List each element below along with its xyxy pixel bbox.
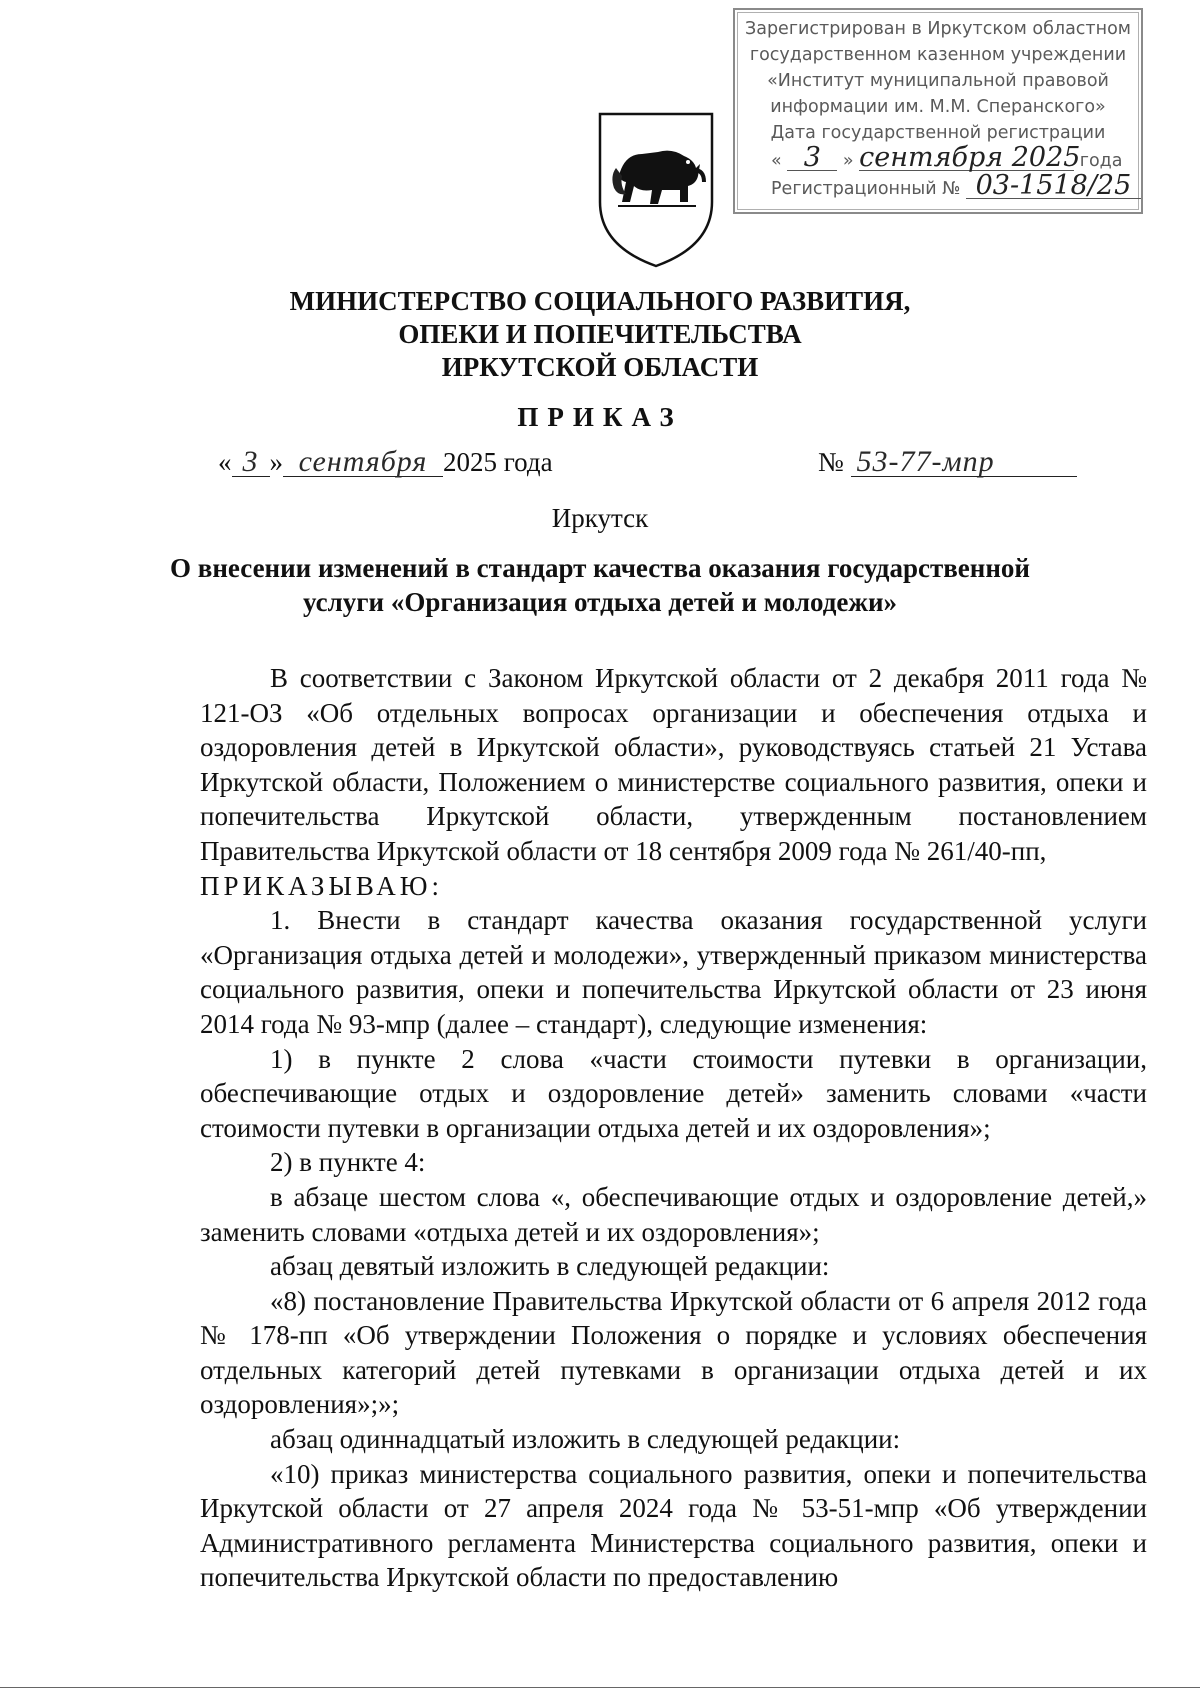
ministry-line: МИНИСТЕРСТВО СОЦИАЛЬНОГО РАЗВИТИЯ, xyxy=(289,286,911,316)
paragraph: в абзаце шестом слова «, обеспечивающие отдых и оздоровление детей,» заменить словами «отдыха детей и их оздоровления»; xyxy=(200,1181,1147,1247)
coat-of-arms-icon xyxy=(596,110,716,270)
date-open: « xyxy=(218,447,232,477)
stamp-line: «Институт муниципальной правовой xyxy=(767,71,1109,91)
date-day: 3 xyxy=(232,448,270,477)
stamp-date-month-year: сентября 2025 xyxy=(859,142,1081,173)
city: Иркутск xyxy=(551,503,649,533)
date-close: » xyxy=(269,447,283,477)
paragraph: 1) в пункте 2 слова «части стоимости путевки в организации, обеспечивающие отдых и оздоровление детей» заменить словами «части стоимости путевки в организации отдыха детей и их оздоровления»; xyxy=(200,1043,1147,1143)
stamp-line: информации им. М.М. Сперанского» xyxy=(770,97,1106,117)
paragraph: «10) приказ министерства социального развития, опеки и попечительства Иркутской области от 27 апреля 2024 года № 53-51-мпр «Об утверждении Административного регламента Министерства социального развития, опеки и попечительства Иркутской области по предоставлению xyxy=(200,1458,1147,1593)
page-bottom-divider xyxy=(0,1687,1200,1688)
order-number xyxy=(818,447,1077,478)
order-date xyxy=(218,447,553,478)
stamp-reg-label: Регистрационный № xyxy=(771,179,961,199)
date-month: сентября xyxy=(283,448,443,477)
ministry-header xyxy=(0,285,1200,384)
paragraph: 2) в пункте 4: xyxy=(270,1147,426,1178)
stamp-date-mid: » xyxy=(842,151,854,171)
paragraph: абзац девятый изложить в следующей редакции: xyxy=(270,1251,830,1282)
stamp-date-day: 3 xyxy=(787,146,837,171)
paragraph: абзац одиннадцатый изложить в следующей редакции: xyxy=(270,1424,901,1455)
paragraph: 1. Внести в стандарт качества оказания государственной услуги «Организация отдыха детей и молодежи», утвержденный приказом министерства социального развития, опеки и попечительства Иркутской области от 23 июня 2014 года № 93-мпр (далее – стандарт), следующие изменения: xyxy=(200,905,1147,1039)
registration-stamp xyxy=(733,8,1143,214)
stamp-date-suffix: года xyxy=(1079,151,1123,171)
paragraph: «8) постановление Правительства Иркутской области от 6 апреля 2012 года № 178-пп «Об утверждении Положения о порядке и условиях обеспечения отдельных категорий детей путевками в организации отдыха детей и их оздоровления»;»; xyxy=(200,1285,1147,1420)
order-title: ПРИКАЗ xyxy=(517,402,683,432)
paragraph: В соответствии с Законом Иркутской области от 2 декабря 2011 года № 121-ОЗ «Об отдельных вопросах организации и обеспечения отдыха и оздоровления детей в Иркутской области», руководствуясь статьей 21 Устава Иркутской области, Положением о министерстве социального развития, опеки и попечительства Иркутской области, утвержденным постановлением Правительства Иркутской области от 18 сентября 2009 года № 261/40-пп, xyxy=(200,663,1147,866)
number-label: № xyxy=(818,447,844,477)
ministry-line: ОПЕКИ И ПОПЕЧИТЕЛЬСТВА xyxy=(398,319,802,349)
stamp-line: Зарегистрирован в Иркутском областном xyxy=(745,19,1131,39)
date-year: 2025 года xyxy=(443,447,553,477)
stamp-line: государственном казенном учреждении xyxy=(749,45,1127,65)
subject-line: услуги «Организация отдыха детей и молодежи» xyxy=(302,587,898,617)
ministry-line: ИРКУТСКОЙ ОБЛАСТИ xyxy=(441,352,759,382)
number-value: 53-77-мпр xyxy=(851,448,1077,477)
stamp-reg-number: 03-1518/25 xyxy=(966,174,1141,199)
order-body xyxy=(200,661,1147,1595)
stamp-reg-row xyxy=(743,170,1133,202)
subject-line: О внесении изменений в стандарт качества оказания государственной xyxy=(170,553,1030,583)
paragraph-orders: ПРИКАЗЫВАЮ: xyxy=(200,870,443,901)
stamp-line: Дата государственной регистрации xyxy=(770,123,1106,143)
order-subject xyxy=(0,551,1200,619)
stamp-date-open: « xyxy=(771,151,782,171)
